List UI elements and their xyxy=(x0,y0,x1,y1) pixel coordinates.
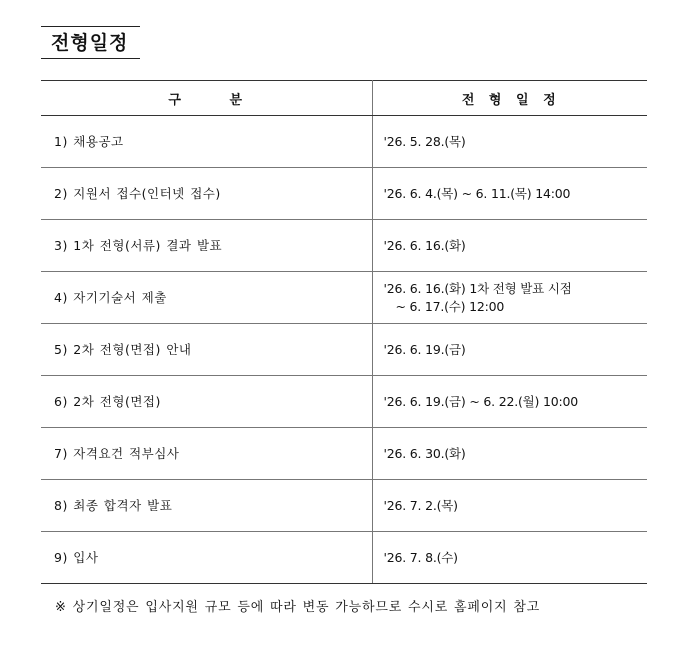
table-row xyxy=(41,532,647,584)
row-date: '26. 7. 8.(수) xyxy=(372,532,647,584)
table-row xyxy=(41,428,647,480)
page-title: 전형일정 xyxy=(51,32,129,54)
header-category: 구 분 xyxy=(41,81,372,116)
row-date: '26. 6. 4.(목) ~ 6. 11.(목) 14:00 xyxy=(372,168,647,220)
row-date: '26. 7. 2.(목) xyxy=(372,480,647,532)
row-item: 6) 2차 전형(면접) xyxy=(41,376,372,428)
row-date-multiline xyxy=(372,272,647,324)
row-item: 4) 자기기술서 제출 xyxy=(41,272,372,324)
row-date: '26. 6. 19.(금) xyxy=(372,324,647,376)
schedule-table xyxy=(41,80,647,584)
header-schedule: 전 형 일 정 xyxy=(372,81,647,116)
row-item: 1) 채용공고 xyxy=(41,116,372,168)
row-item: 2) 지원서 접수(인터넷 접수) xyxy=(41,168,372,220)
table-row xyxy=(41,220,647,272)
table-row xyxy=(41,376,647,428)
table-header-row xyxy=(41,81,647,116)
table-row xyxy=(41,480,647,532)
row-date-line-2: ~ 6. 17.(수) 12:00 xyxy=(395,298,505,314)
footnote: ※ 상기일정은 입사지원 규모 등에 따라 변동 가능하므로 수시로 홈페이지 참고 xyxy=(55,600,541,615)
row-date: '26. 5. 28.(목) xyxy=(372,116,647,168)
row-item: 7) 자격요건 적부심사 xyxy=(41,428,372,480)
row-date-line-1: '26. 6. 16.(화) 1차 전형 발표 시점 xyxy=(383,280,572,296)
table-row xyxy=(41,168,647,220)
row-item: 5) 2차 전형(면접) 안내 xyxy=(41,324,372,376)
row-date: '26. 6. 30.(화) xyxy=(372,428,647,480)
row-date: '26. 6. 16.(화) xyxy=(372,220,647,272)
title-box xyxy=(41,26,140,59)
row-date: '26. 6. 19.(금) ~ 6. 22.(월) 10:00 xyxy=(372,376,647,428)
table-row xyxy=(41,324,647,376)
table-row xyxy=(41,116,647,168)
row-item: 8) 최종 합격자 발표 xyxy=(41,480,372,532)
table-row xyxy=(41,272,647,324)
row-item: 3) 1차 전형(서류) 결과 발표 xyxy=(41,220,372,272)
row-item: 9) 입사 xyxy=(41,532,372,584)
